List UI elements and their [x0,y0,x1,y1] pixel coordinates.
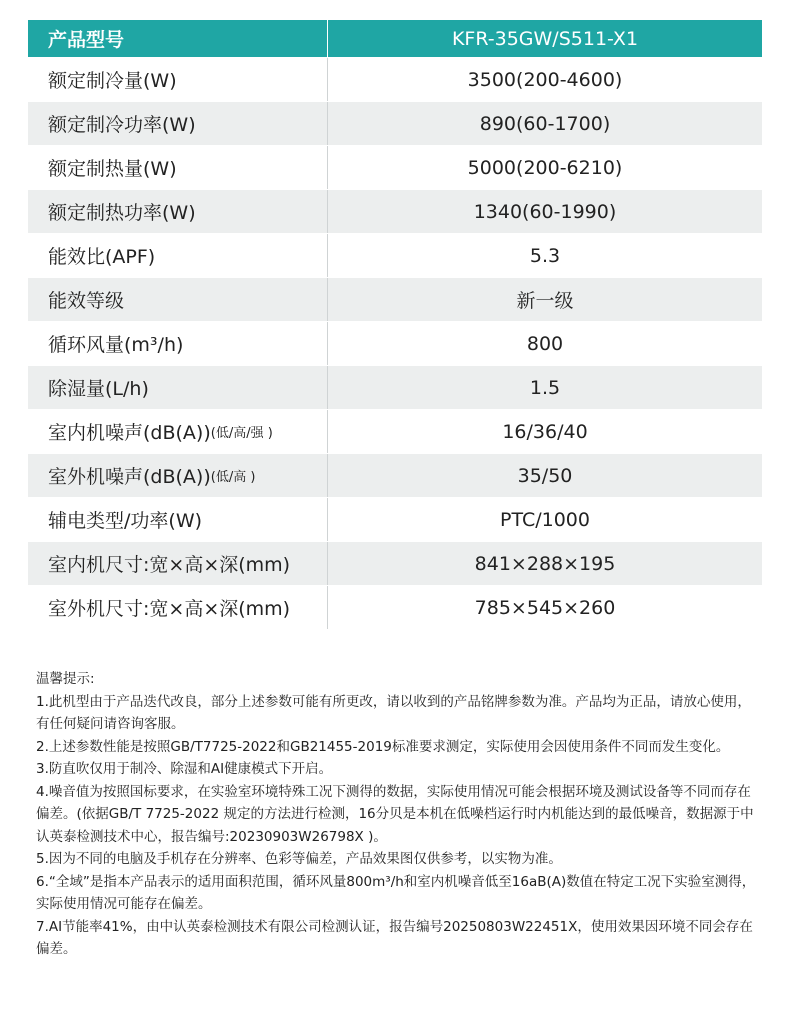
table-row [28,542,762,586]
row-label-note: (低/高/强 ) [210,426,273,441]
row-label: 室外机尺寸:宽×高×深(mm) [28,586,328,629]
spec-table [28,20,762,630]
header-label: 产品型号 [28,20,328,57]
row-value: 1340(60-1990) [473,200,617,223]
table-row [28,498,762,542]
row-value: 3500(200-4600) [467,68,623,91]
header-value: KFR-35GW/S511-X1 [451,27,639,50]
row-value: 1.5 [529,376,561,399]
note-item: 5.因为不同的电脑及手机存在分辨率、色彩等偏差，产品效果图仅供参考，以实物为准。 [36,851,562,867]
note-item: 6.“全域”是指本产品表示的适用面积范围，循环风量800m³/h和室内机噪音低至16aB(A)数值在特定工况下实验室测得，实际使用情况可能存在偏差。 [36,873,756,912]
row-label: 能效等级 [28,278,328,321]
row-value: 785×545×260 [474,596,616,619]
row-label: 能效比(APF) [28,234,328,277]
table-row [28,234,762,278]
notes-section [36,668,756,961]
table-row [28,410,762,454]
notes-title: 温馨提示: [36,671,95,687]
table-row [28,146,762,190]
note-item: 1.此机型由于产品迭代改良，部分上述参数可能有所更改，请以收到的产品铭牌参数为准。产品均为正品，请放心使用，有任何疑问请咨询客服。 [36,693,751,732]
row-value: 890(60-1700) [479,112,611,135]
table-header-row [28,20,762,58]
row-label [28,410,328,453]
table-row [28,278,762,322]
row-label-main: 室外机噪声(dB(A)) [48,466,211,488]
table-row [28,58,762,102]
row-label-main: 室内机噪声(dB(A)) [48,422,211,444]
table-row [28,454,762,498]
row-label: 额定制热功率(W) [28,190,328,233]
row-label: 循环风量(m³/h) [28,322,328,365]
row-label: 室内机尺寸:宽×高×深(mm) [28,542,328,585]
table-row [28,102,762,146]
row-value: 800 [526,332,564,355]
row-value: 5000(200-6210) [467,156,623,179]
note-item: 4.噪音值为按照国标要求，在实验室环境特殊工况下测得的数据，实际使用情况可能会根据环境及测试设备等不同而存在偏差。(依据GB/T 7725-2022 规定的方法进行检测，16分贝是本机在低噪档运行时内机能达到的最低噪音，数据源于中认英泰检测技术中心，报告编号:20230903W26798X )。 [36,783,754,845]
row-label-note: (低/高 ) [210,470,256,485]
row-label: 辅电类型/功率(W) [28,498,328,541]
table-row [28,586,762,630]
row-value: 841×288×195 [474,552,616,575]
note-item: 7.AI节能率41%，由中认英泰检测技术有限公司检测认证，报告编号20250803W22451X，使用效果因环境不同会存在偏差。 [36,918,753,957]
table-row [28,322,762,366]
row-value: 35/50 [517,464,573,487]
row-value: 5.3 [529,244,561,267]
note-item: 3.防直吹仅用于制冷、除湿和AI健康模式下开启。 [36,761,333,777]
table-row [28,366,762,410]
table-row [28,190,762,234]
row-label: 额定制冷量(W) [28,58,328,101]
row-value: PTC/1000 [500,508,590,531]
row-label: 除湿量(L/h) [28,366,328,409]
row-value: 新一级 [516,290,574,312]
row-label: 额定制热量(W) [28,146,328,189]
note-item: 2.上述参数性能是按照GB/T7725-2022和GB21455-2019标准要求测定，实际使用会因使用条件不同而发生变化。 [36,738,730,755]
row-label [28,454,328,497]
row-value: 16/36/40 [502,420,588,443]
row-label: 额定制冷功率(W) [28,102,328,145]
